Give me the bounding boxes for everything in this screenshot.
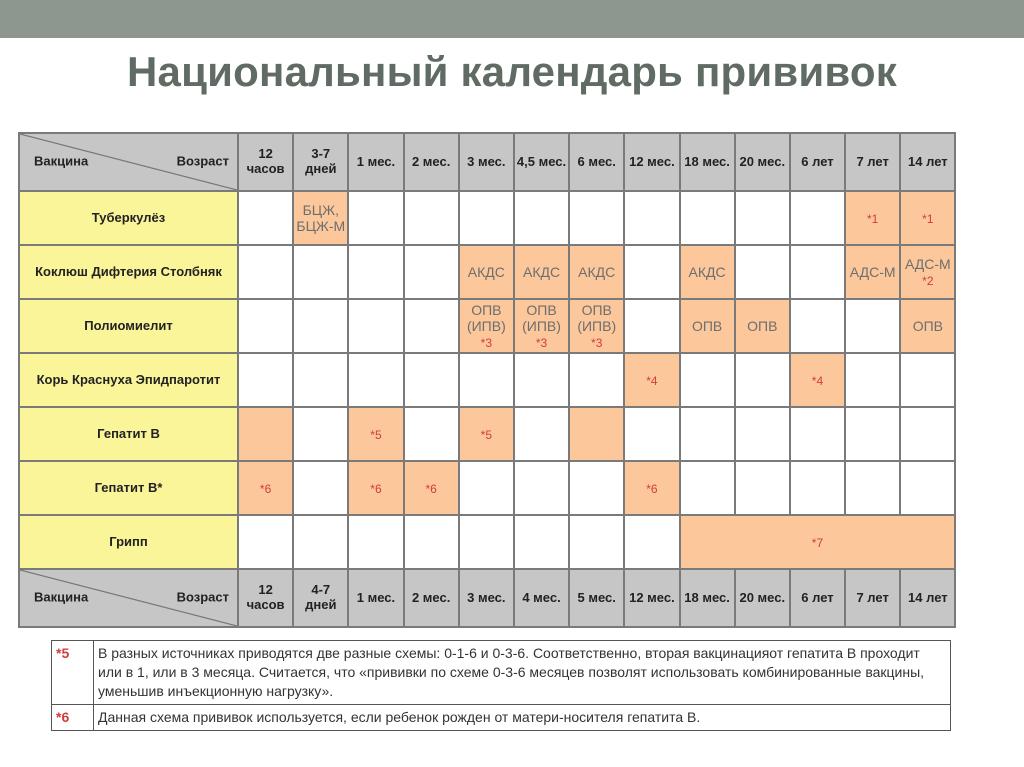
- empty-schedule-cell: [238, 245, 293, 299]
- empty-schedule-cell: [404, 191, 459, 245]
- age-header-cell: 20 мес.: [735, 569, 790, 627]
- empty-schedule-cell: [404, 407, 459, 461]
- empty-schedule-cell: [459, 461, 514, 515]
- vaccine-code: ОПВ (ИПВ): [466, 301, 506, 334]
- age-header-cell: 2 мес.: [404, 133, 459, 191]
- scheduled-vaccination-cell: [238, 407, 293, 461]
- scheduled-vaccination-cell: [845, 245, 900, 299]
- empty-schedule-cell: [569, 515, 624, 569]
- footnote-marker: *6: [370, 481, 382, 496]
- age-header-cell: 20 мес.: [735, 133, 790, 191]
- vaccine-row: [19, 407, 955, 461]
- age-header-cell: 12 мес.: [624, 569, 679, 627]
- empty-schedule-cell: [238, 353, 293, 407]
- age-header-row-top: [19, 133, 955, 191]
- age-column-label: Возраст: [176, 589, 229, 605]
- scheduled-vaccination-cell: [569, 407, 624, 461]
- footnote-marker: *1: [866, 211, 879, 226]
- vaccine-row: [19, 461, 955, 515]
- vaccine-name-cell: Гепатит В: [19, 407, 238, 461]
- scheduled-vaccination-cell: [514, 299, 569, 353]
- vaccine-name-cell: Гепатит В*: [19, 461, 238, 515]
- scheduled-vaccination-cell: [569, 245, 624, 299]
- empty-schedule-cell: [348, 299, 403, 353]
- age-header-row-bottom: [19, 569, 955, 627]
- empty-schedule-cell: [569, 353, 624, 407]
- empty-schedule-cell: [790, 461, 845, 515]
- vaccine-name-cell: Коклюш Дифтерия Столбняк: [19, 245, 238, 299]
- empty-schedule-cell: [569, 461, 624, 515]
- empty-schedule-cell: [680, 191, 735, 245]
- age-header-cell: 1 мес.: [348, 569, 403, 627]
- vaccine-code: ОПВ (ИПВ): [577, 301, 617, 334]
- age-header-cell: 2 мес.: [404, 569, 459, 627]
- scheduled-vaccination-cell: [790, 353, 845, 407]
- empty-schedule-cell: [348, 353, 403, 407]
- age-header-cell: 3 мес.: [459, 133, 514, 191]
- age-header-cell: 18 мес.: [680, 133, 735, 191]
- footnotes-table: [51, 640, 951, 731]
- empty-schedule-cell: [735, 407, 790, 461]
- vaccine-code: АКДС: [467, 263, 505, 280]
- footnote-marker: *6: [646, 481, 658, 496]
- scheduled-vaccination-cell: [680, 299, 735, 353]
- age-header-cell: 4-7 дней: [293, 569, 348, 627]
- empty-schedule-cell: [735, 191, 790, 245]
- age-header-cell: 5 мес.: [569, 569, 624, 627]
- empty-schedule-cell: [790, 299, 845, 353]
- empty-schedule-cell: [404, 245, 459, 299]
- empty-schedule-cell: [238, 299, 293, 353]
- footnote-marker: *5: [480, 427, 493, 442]
- empty-schedule-cell: [680, 353, 735, 407]
- age-header-cell: 18 мес.: [680, 569, 735, 627]
- footnote-row: [52, 704, 951, 730]
- vaccine-row: [19, 245, 955, 299]
- empty-schedule-cell: [624, 407, 679, 461]
- scheduled-vaccination-cell: [348, 461, 403, 515]
- age-header-cell: 4,5 мес.: [514, 133, 569, 191]
- footnote-marker: *6: [425, 481, 437, 496]
- empty-schedule-cell: [293, 353, 348, 407]
- scheduled-vaccination-cell: [680, 515, 956, 569]
- vaccine-name-cell: Грипп: [19, 515, 238, 569]
- vaccine-name-cell: Полиомиелит: [19, 299, 238, 353]
- age-header-cell: 14 лет: [900, 569, 955, 627]
- footnote-marker: *7: [811, 535, 824, 550]
- empty-schedule-cell: [459, 191, 514, 245]
- scheduled-vaccination-cell: [293, 191, 348, 245]
- scheduled-vaccination-cell: [900, 191, 955, 245]
- vaccine-code: АКДС: [578, 263, 616, 280]
- age-header-cell: 7 лет: [845, 569, 900, 627]
- empty-schedule-cell: [845, 353, 900, 407]
- scheduled-vaccination-cell: [900, 245, 955, 299]
- age-header-cell: 6 мес.: [569, 133, 624, 191]
- empty-schedule-cell: [404, 299, 459, 353]
- vaccine-row: [19, 353, 955, 407]
- empty-schedule-cell: [238, 191, 293, 245]
- empty-schedule-cell: [459, 353, 514, 407]
- vaccine-code: АКДС: [522, 263, 561, 280]
- empty-schedule-cell: [293, 299, 348, 353]
- age-header-cell: 4 мес.: [514, 569, 569, 627]
- empty-schedule-cell: [624, 191, 679, 245]
- age-column-label: Возраст: [176, 153, 229, 169]
- empty-schedule-cell: [900, 353, 955, 407]
- footnote-text: Данная схема прививок используется, если ребенок рожден от матери-носителя гепатита В.: [94, 704, 951, 730]
- footnote-mark: *6: [52, 704, 94, 730]
- age-header-cell: 6 лет: [790, 569, 845, 627]
- header-corner-cell: [19, 569, 238, 627]
- empty-schedule-cell: [900, 407, 955, 461]
- empty-schedule-cell: [404, 353, 459, 407]
- empty-schedule-cell: [680, 461, 735, 515]
- footnote-marker: *4: [811, 373, 824, 388]
- empty-schedule-cell: [238, 515, 293, 569]
- scheduled-vaccination-cell: [404, 461, 459, 515]
- empty-schedule-cell: [293, 407, 348, 461]
- scheduled-vaccination-cell: [845, 191, 900, 245]
- vaccine-column-label: Вакцина: [34, 589, 89, 605]
- age-header-cell: 14 лет: [900, 133, 955, 191]
- empty-schedule-cell: [514, 461, 569, 515]
- empty-schedule-cell: [459, 515, 514, 569]
- vaccine-code: ОПВ: [747, 317, 778, 334]
- scheduled-vaccination-cell: [459, 245, 514, 299]
- scheduled-vaccination-cell: [569, 299, 624, 353]
- empty-schedule-cell: [514, 191, 569, 245]
- empty-schedule-cell: [845, 407, 900, 461]
- scheduled-vaccination-cell: [624, 353, 679, 407]
- empty-schedule-cell: [514, 353, 569, 407]
- empty-schedule-cell: [293, 515, 348, 569]
- header-corner-cell: [19, 133, 238, 191]
- empty-schedule-cell: [735, 461, 790, 515]
- footnote-marker: *1: [922, 211, 934, 226]
- vaccination-schedule-table: [18, 132, 956, 628]
- empty-schedule-cell: [569, 191, 624, 245]
- vaccine-row: [19, 191, 955, 245]
- empty-schedule-cell: [404, 515, 459, 569]
- empty-schedule-cell: [900, 461, 955, 515]
- empty-schedule-cell: [514, 515, 569, 569]
- empty-schedule-cell: [624, 245, 679, 299]
- empty-schedule-cell: [293, 245, 348, 299]
- scheduled-vaccination-cell: [238, 461, 293, 515]
- empty-schedule-cell: [348, 245, 403, 299]
- footnote-marker: *3: [480, 335, 493, 350]
- scheduled-vaccination-cell: [514, 245, 569, 299]
- footnote-marker: *4: [646, 373, 658, 388]
- age-header-cell: 6 лет: [790, 133, 845, 191]
- vaccine-row: [19, 515, 955, 569]
- scheduled-vaccination-cell: [900, 299, 955, 353]
- vaccine-code: АДС-М: [849, 263, 896, 280]
- top-bar: [0, 0, 1024, 38]
- vaccine-code: АДС-М: [904, 255, 951, 272]
- page-title: Национальный календарь прививок: [127, 48, 897, 95]
- scheduled-vaccination-cell: [680, 245, 735, 299]
- empty-schedule-cell: [735, 245, 790, 299]
- vaccine-name-cell: Туберкулёз: [19, 191, 238, 245]
- vaccine-code: БЦЖ, БЦЖ-М: [296, 201, 346, 234]
- footnote-marker: *3: [535, 335, 548, 350]
- age-header-cell: 3 мес.: [459, 569, 514, 627]
- footnote-marker: *3: [591, 335, 603, 350]
- age-header-cell: 12 мес.: [624, 133, 679, 191]
- empty-schedule-cell: [790, 191, 845, 245]
- vaccine-name-cell: Корь Краснуха Эпидпаротит: [19, 353, 238, 407]
- age-header-cell: 12 часов: [238, 569, 293, 627]
- footnote-mark: *5: [52, 641, 94, 705]
- empty-schedule-cell: [735, 353, 790, 407]
- footnote-marker: *5: [370, 427, 382, 442]
- scheduled-vaccination-cell: [624, 461, 679, 515]
- vaccine-row: [19, 299, 955, 353]
- footnote-marker: *2: [922, 273, 934, 288]
- empty-schedule-cell: [790, 245, 845, 299]
- vaccine-code: ОПВ (ИПВ): [522, 301, 561, 334]
- empty-schedule-cell: [514, 407, 569, 461]
- empty-schedule-cell: [790, 407, 845, 461]
- scheduled-vaccination-cell: [735, 299, 790, 353]
- age-header-cell: 1 мес.: [348, 133, 403, 191]
- scheduled-vaccination-cell: [459, 407, 514, 461]
- vaccine-column-label: Вакцина: [34, 153, 89, 169]
- empty-schedule-cell: [624, 299, 679, 353]
- scheduled-vaccination-cell: [348, 407, 403, 461]
- empty-schedule-cell: [348, 515, 403, 569]
- empty-schedule-cell: [348, 191, 403, 245]
- empty-schedule-cell: [680, 407, 735, 461]
- age-header-cell: 12 часов: [238, 133, 293, 191]
- vaccine-code: ОПВ: [691, 317, 723, 334]
- age-header-cell: 7 лет: [845, 133, 900, 191]
- scheduled-vaccination-cell: [459, 299, 514, 353]
- empty-schedule-cell: [845, 461, 900, 515]
- footnote-row: [52, 641, 951, 705]
- vaccine-code: АКДС: [688, 263, 726, 280]
- footnote-text: В разных источниках приводятся две разные схемы: 0-1-6 и 0-3-6. Соответственно, вторая вакцинацияот гепатита В проходит или в 1, или в 3 месяца. Считается, что «прививки по схеме 0-3-6 месяцев позволят использовать комбинированные вакцины, уменьшив инъекционную нагрузку».: [94, 641, 951, 705]
- footnote-marker: *6: [259, 481, 272, 496]
- vaccine-code: ОПВ: [912, 317, 943, 334]
- empty-schedule-cell: [845, 299, 900, 353]
- age-header-cell: 3-7 дней: [293, 133, 348, 191]
- empty-schedule-cell: [624, 515, 679, 569]
- empty-schedule-cell: [293, 461, 348, 515]
